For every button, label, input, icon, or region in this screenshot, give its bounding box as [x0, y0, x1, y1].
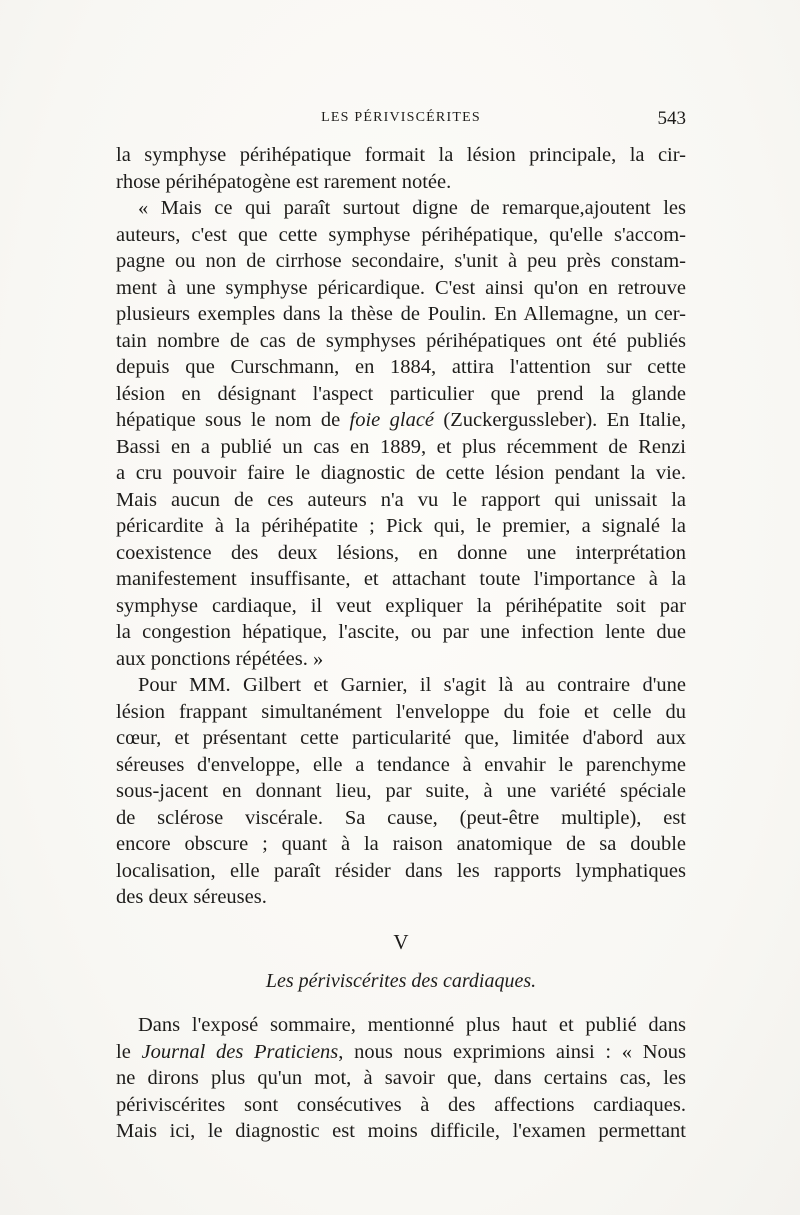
- text-line: tain nombre de cas de symphyses périhépatiques ont été publiés: [116, 329, 686, 352]
- italic-term: Journal des Praticiens: [141, 1040, 339, 1063]
- text-line: Bassi en a publié un cas en 1889, et plus récemment de Renzi: [116, 435, 686, 458]
- text-line: la symphyse périhépatique formait la lésion principale, la cir-: [116, 144, 686, 166]
- text-line: plusieurs exemples dans la thèse de Poulin. En Allemagne, un cer-: [116, 303, 686, 325]
- page-number: 543: [657, 108, 686, 129]
- text-line: rhose périhépatogène est rarement notée.: [116, 170, 452, 193]
- text-line: périviscérites sont consécutives à des affections cardiaques.: [116, 1093, 686, 1116]
- text-line: hépatique sous le nom de foie glacé (Zuckergussleber). En Italie,: [116, 409, 686, 431]
- text-line: pagne ou non de cirrhose secondaire, s'unit à peu près constam-: [116, 250, 686, 272]
- text-line: de sclérose viscérale. Sa cause, (peut-être multiple), est: [116, 806, 686, 829]
- text-line: aux ponctions répétées. »: [116, 647, 324, 670]
- running-head: [116, 108, 686, 130]
- text-line: « Mais ce qui paraît surtout digne de remarque,ajoutent les: [138, 197, 686, 219]
- text-line: localisation, elle paraît résider dans les rapports lymphatiques: [116, 859, 686, 882]
- text-line: ne dirons plus qu'un mot, à savoir que, dans certains cas, les: [116, 1067, 686, 1089]
- text-line: a cru pouvoir faire le diagnostic de cette lésion pendant la vie.: [116, 462, 686, 484]
- text-line: coexistence des deux lésions, en donne une interprétation: [116, 541, 686, 564]
- text-line: lésion frappant simultanément l'enveloppe du foie et celle du: [116, 700, 686, 723]
- text-line: le Journal des Praticiens, nous nous exprimions ainsi : « Nous: [116, 1040, 686, 1063]
- text-line: auteurs, c'est que cette symphyse périhépatique, qu'elle s'accom-: [116, 223, 686, 246]
- text-line: encore obscure ; quant à la raison anatomique de sa double: [116, 833, 686, 855]
- text-line: manifestement insuffisante, et attachant toute l'importance à la: [116, 568, 686, 590]
- running-title: LES PÉRIVISCÉRITES: [321, 110, 481, 125]
- italic-term: foie glacé: [349, 409, 435, 431]
- text-line: sous-jacent en donnant lieu, par suite, à une variété spéciale: [116, 780, 686, 802]
- text-line: ment à une symphyse péricardique. C'est ainsi qu'on en retrouve: [116, 276, 686, 299]
- text-line: péricardite à la périhépatite ; Pick qui, le premier, a signalé la: [116, 515, 686, 537]
- text-line: Dans l'exposé sommaire, mentionné plus haut et publié dans: [138, 1014, 686, 1036]
- text-line: depuis que Curschmann, en 1884, attira l'attention sur cette: [116, 356, 686, 378]
- text-line: Pour MM. Gilbert et Garnier, il s'agit là au contraire d'une: [138, 674, 686, 696]
- text-line: des deux séreuses.: [116, 886, 267, 908]
- text-line: cœur, et présentant cette particularité que, limitée d'abord aux: [116, 727, 686, 749]
- text-line: symphyse cardiaque, il veut expliquer la périhépatite soit par: [116, 594, 686, 617]
- text-line: séreuses d'enveloppe, elle a tendance à envahir le parenchyme: [116, 753, 686, 776]
- text-line: Mais ici, le diagnostic est moins difficile, l'examen permettant: [116, 1120, 686, 1142]
- text-line: la congestion hépatique, l'ascite, ou par une infection lente due: [116, 621, 686, 643]
- section-title: Les périviscérites des cardiaques.: [265, 970, 537, 992]
- section-number: V: [393, 930, 409, 954]
- text-line: lésion en désignant l'aspect particulier que prend la glande: [116, 382, 686, 405]
- text-line: Mais aucun de ces auteurs n'a vu le rapport qui unissait la: [116, 488, 686, 511]
